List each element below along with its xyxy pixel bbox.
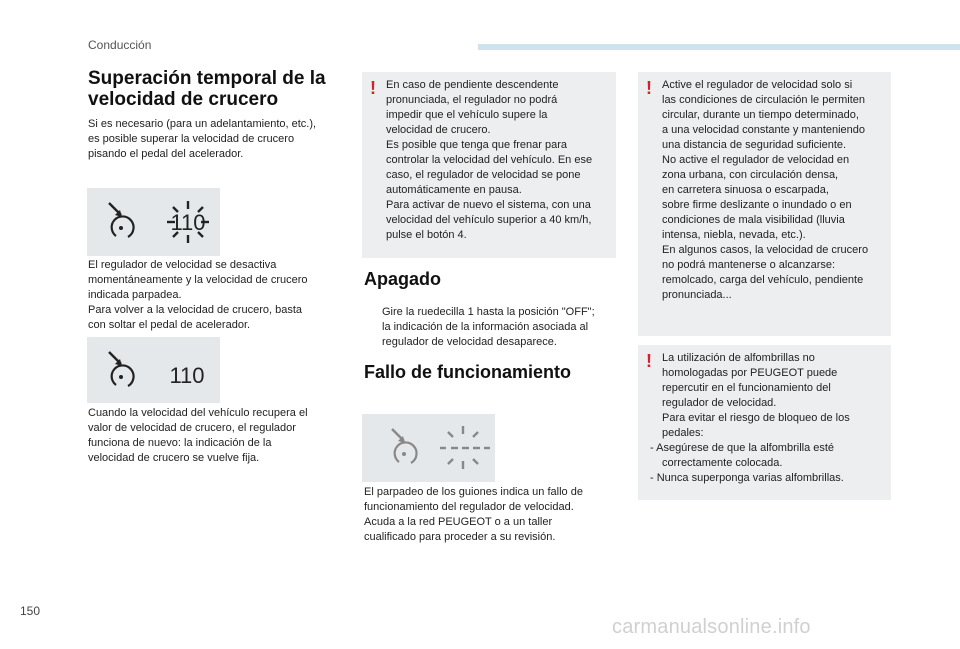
section-label: Conducción	[88, 38, 152, 52]
cruise-speed-value: 110	[169, 363, 205, 388]
title-line-1: Superación temporal de la	[88, 68, 326, 89]
warning-box-descent	[362, 72, 616, 258]
header-accent-bar	[478, 44, 960, 50]
warning-icon: !	[646, 78, 652, 98]
warning-icon: !	[370, 78, 376, 98]
section-title	[88, 68, 348, 110]
speedometer-icon	[87, 337, 220, 403]
resume-paragraph: Cuando la velocidad del vehículo recupera el valor de velocidad de crucero, el regulador funciona de nuevo: la indicación de la velocidad de crucero se vuelve fija.	[88, 407, 308, 464]
speedometer-fault-icon	[362, 414, 495, 482]
title-line-2: velocidad de crucero	[88, 89, 279, 110]
cruise-speed-fixed-display	[87, 337, 220, 403]
intro-paragraph: Si es necesario (para un adelantamiento, etc.), es posible superar la velocidad de crucero pisando el pedal del acelerador.	[88, 118, 317, 160]
apagado-heading: Apagado	[364, 269, 442, 289]
warning-icon: !	[646, 351, 652, 371]
fallo-heading: Fallo de funcionamiento	[364, 362, 572, 382]
warning-text: En caso de pendiente descendente pronunciada, el regulador no podrá impedir que el vehículo supere la velocidad de crucero. Es posible que tenga que frenar para controlar la velocidad del vehículo. En ese caso, el regulador de velocidad se pone automáticamente en pausa. Para activar de nuevo el sistema, con una velocidad del vehículo superior a 40 km/h, pulse el botón 4.	[386, 79, 593, 241]
list-item: - Asegúrese de que la alfombrilla esté correctamente colocada.	[650, 442, 835, 469]
speedometer-icon	[87, 188, 220, 256]
fallo-paragraph: El parpadeo de los guiones indica un fallo de funcionamiento del regulador de velocidad. Acuda a la red PEUGEOT o a un taller cualificado para proceder a su revisión.	[364, 486, 583, 543]
cruise-fault-display	[362, 414, 495, 482]
watermark: carmanualsonline.info	[612, 616, 811, 638]
deactivate-paragraph: El regulador de velocidad se desactiva momentáneamente y la velocidad de crucero indicada parpadea. Para volver a la velocidad de crucero, basta con soltar el pedal de acelerador.	[88, 259, 308, 331]
warning-text: Active el regulador de velocidad solo si las condiciones de circulación le permiten circular, durante un tiempo determinado, a una velocidad constante y manteniendo una distancia de seguridad suficiente. No active el regulador de velocidad en zona urbana, con circulación densa, en carretera sinuosa o escarpada, sobre firme deslizante o inundado o en condiciones de mala visibilidad (lluvia intensa, niebla, nevada, etc.). En algunos casos, la velocidad de crucero no podrá mantenerse o alcanzarse: remolcado, carga del vehículo, pendiente pronunciada...	[662, 79, 869, 301]
warning-box-conditions	[638, 72, 891, 336]
warning-box-floor-mats	[638, 345, 891, 500]
apagado-step: Gire la ruedecilla 1 hasta la posición "OFF"; la indicación de la información asociada al regulador de velocidad desaparece.	[382, 306, 595, 348]
warning-text: La utilización de alfombrillas no homologadas por PEUGEOT puede repercutir en el funcionamiento del regulador de velocidad. Para evitar el riesgo de bloqueo de los pedales: - Asegúrese de que la alfombrilla esté correctamente colocada. - Nunca superponga varias alfombrillas.	[662, 351, 888, 486]
cruise-speed-value: 110	[170, 210, 206, 235]
cruise-speed-flashing-display	[87, 188, 220, 256]
list-item: - Nunca superponga varias alfombrillas.	[650, 472, 844, 484]
page-number: 150	[20, 604, 41, 618]
